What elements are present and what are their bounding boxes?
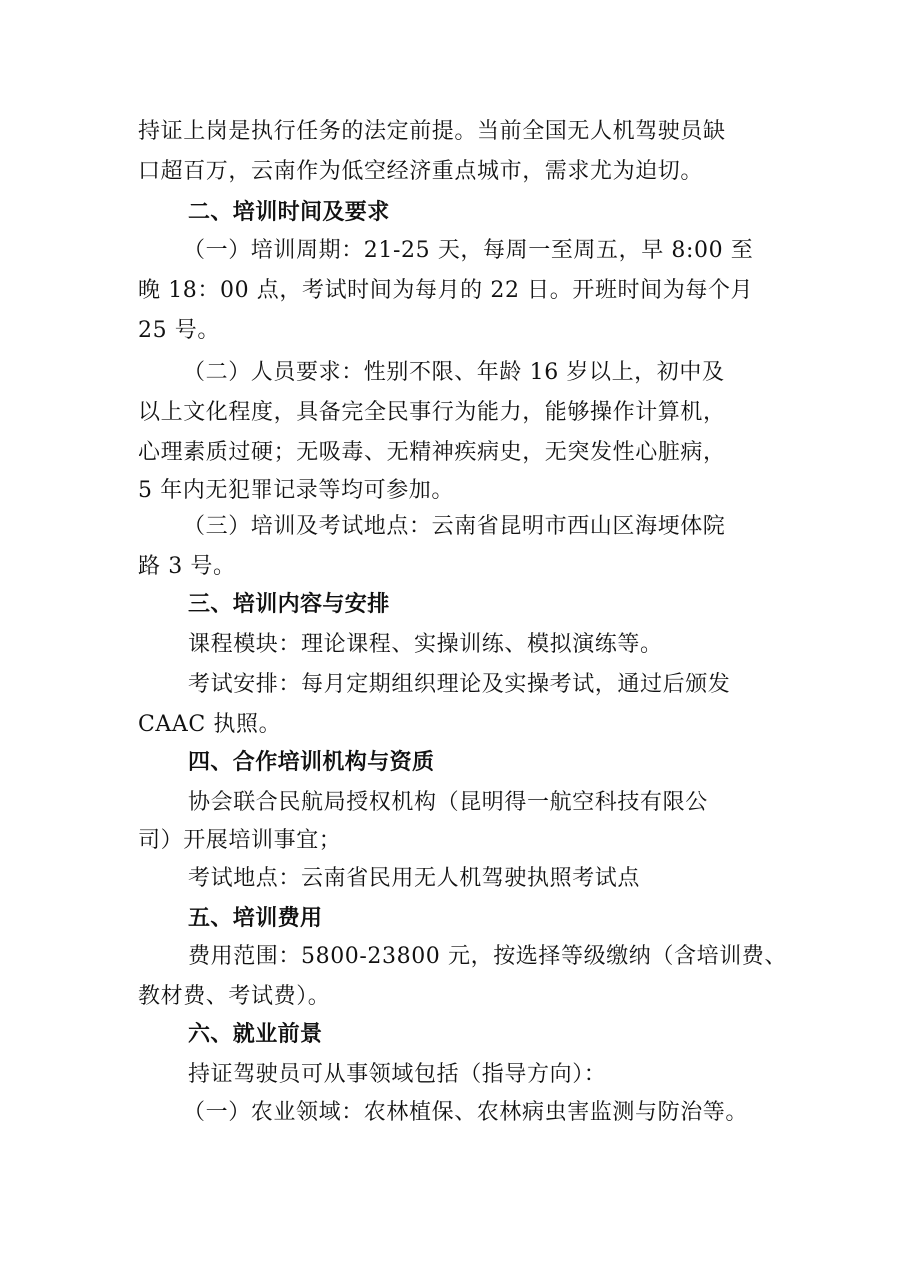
- section-heading-5: 五、培训费用: [188, 906, 323, 931]
- section-heading-4: 四、合作培训机构与资质: [188, 750, 435, 775]
- body-text-line: 考试地点：云南省民用无人机驾驶执照考试点: [188, 866, 641, 891]
- body-text-line: CAAC 执照。: [138, 712, 282, 737]
- body-text-line: 持证驾驶员可从事领域包括（指导方向）：: [188, 1062, 607, 1087]
- section-heading-2: 二、培训时间及要求: [188, 200, 390, 225]
- body-text-line: 持证上岗是执行任务的法定前提。当前全国无人机驾驶员缺: [138, 119, 726, 144]
- body-text-line: 课程模块：理论课程、实操训练、模拟演练等。: [188, 632, 663, 657]
- body-text-line: （三）培训及考试地点：云南省昆明市西山区海埂体院: [183, 514, 726, 539]
- body-text-line: 5 年内无犯罪记录等均可参加。: [138, 478, 454, 503]
- body-text-line: 教材费、考试费）。: [138, 984, 331, 1009]
- body-text-line: 晚 18：00 点，考试时间为每月的 22 日。开班时间为每个月: [138, 278, 754, 303]
- body-text-line: 协会联合民航局授权机构（昆明得一航空科技有限公: [188, 790, 708, 815]
- body-text-line: 心理素质过硬；无吸毒、无精神疾病史，无突发性心脏病，: [138, 440, 726, 465]
- section-heading-6: 六、就业前景: [188, 1022, 323, 1047]
- section-heading-3: 三、培训内容与安排: [188, 592, 390, 617]
- body-text-line: 口超百万，云南作为低空经济重点城市，需求尤为迫切。: [138, 159, 704, 184]
- body-text-line: 司）开展培训事宜；: [138, 828, 342, 853]
- body-text-line: （一）培训周期：21-25 天，每周一至周五，早 8:00 至: [183, 238, 754, 263]
- body-text-line: 25 号。: [138, 318, 220, 343]
- body-text-line: （二）人员要求：性别不限、年龄 16 岁以上，初中及: [183, 360, 725, 385]
- body-text-line: （一）农业领域：农林植保、农林病虫害监测与防治等。: [183, 1100, 749, 1125]
- body-text-line: 路 3 号。: [138, 554, 236, 579]
- body-text-line: 以上文化程度，具备完全民事行为能力，能够操作计算机，: [138, 400, 726, 425]
- body-text-line: 费用范围：5800-23800 元，按选择等级缴纳（含培训费、: [188, 944, 788, 969]
- body-text-line: 考试安排：每月定期组织理论及实操考试，通过后颁发: [188, 672, 731, 697]
